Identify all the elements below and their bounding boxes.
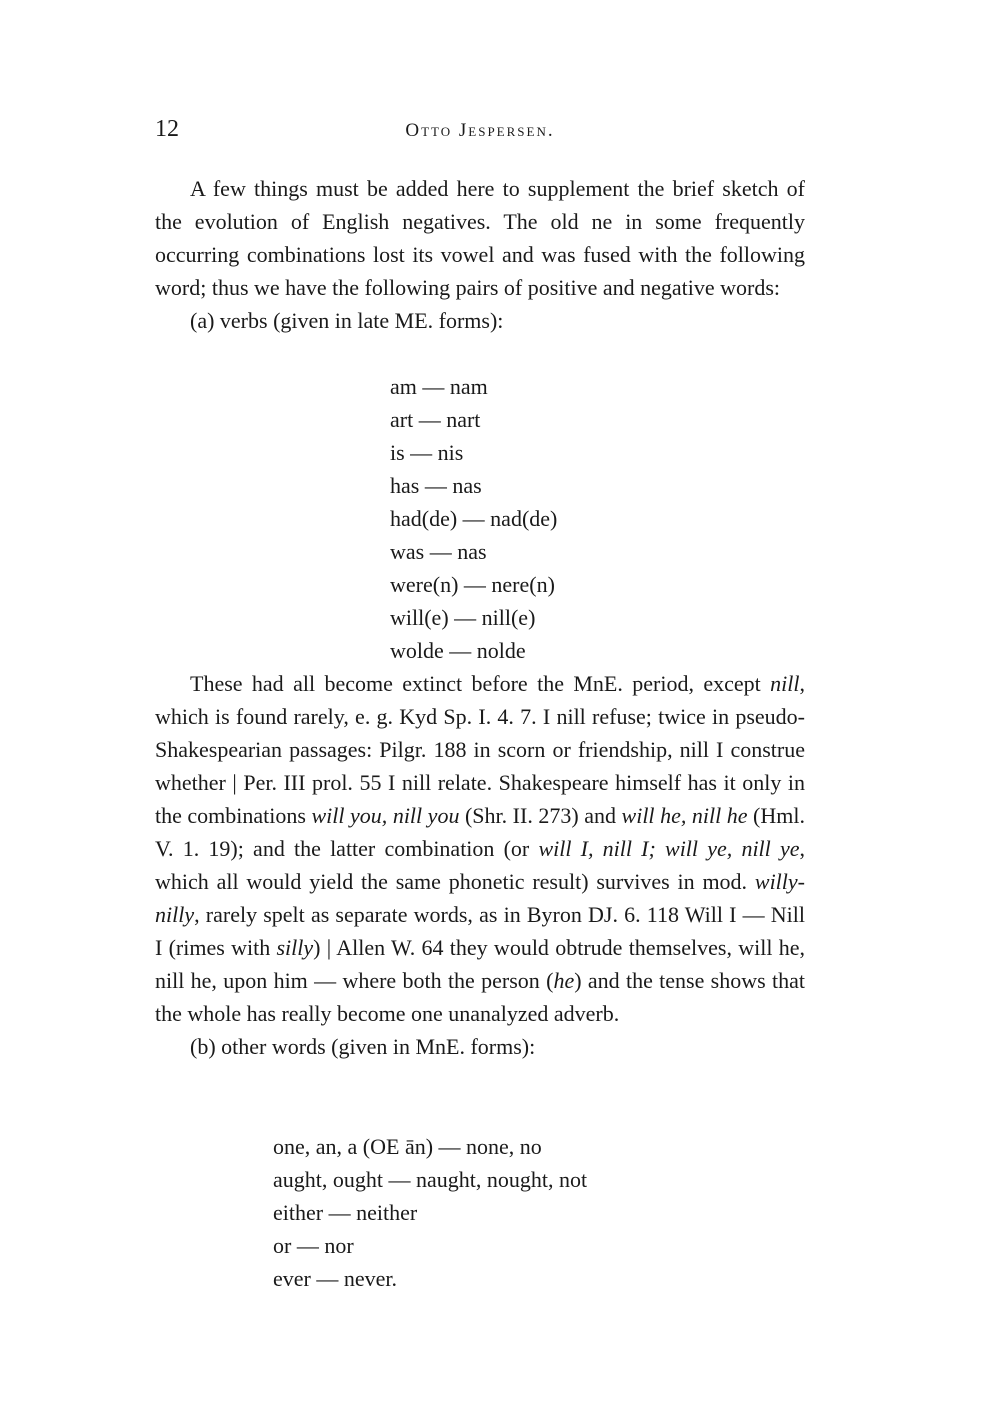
section-a-label: (a) verbs (given in late ME. forms): [190,308,504,333]
text-run: ) and the tense shows that the whole has really become one unanalyzed adverb. [155,968,806,1026]
list-item: ever — never. [273,1266,397,1291]
list-item: will(e) — nill(e) [390,605,536,630]
list-item: aught, ought — naught, nought, not [273,1167,588,1192]
other-words-list [273,1130,587,1295]
italic-term: will I, nill I; will ye, nill ye [538,836,800,861]
italic-term: will you, nill you [311,803,460,828]
list-item: one, an, a (OE ān) — none, no [273,1134,542,1159]
list-item: or — nor [273,1233,354,1258]
list-item: has — nas [390,473,482,498]
text-run: These had all become extinct before the MnE. period, except [190,671,771,696]
verb-pairs-list [390,370,557,667]
page-number: 12 [155,116,179,142]
italic-term: he [553,968,575,993]
text-run: , rarely spelt as separate words, as in Byron DJ. 6. 118 Will I — Nill I (rimes with [155,902,805,960]
list-item: is — nis [390,440,464,465]
text-run: ) | Allen W. 64 they would obtrude themselves, will he, nill he, upon him — where both the person ( [155,935,805,993]
running-head: Otto Jespersen. [405,120,555,141]
italic-term: willy-nilly [155,869,805,927]
page-header [155,116,805,150]
paragraph-nill [155,667,805,1063]
text-run: (Shr. II. 273) and [459,803,622,828]
list-item: either — neither [273,1200,418,1225]
list-item: had(de) — nad(de) [390,506,558,531]
section-b-label: (b) other words (given in MnE. forms): [190,1034,536,1059]
text-run: (Hml. V. 1. 19); and the latter combination (or [155,803,805,861]
text-run: , which is found rarely, e. g. Kyd Sp. I. 4. 7. I nill refuse; twice in pseudo-Shakespearian passages: Pilgr. 188 in scorn or friendship, nill I construe whether | Per. III prol. 55 I nill relate. Shakespeare himself has it only in the combinations [155,671,805,828]
list-item: art — nart [390,407,481,432]
list-item: was — nas [390,539,487,564]
list-item: am — nam [390,374,488,399]
italic-term: will he, nill he [621,803,748,828]
italic-term: silly [276,935,314,960]
paragraph-intro-text: A few things must be added here to supplement the brief sketch of the evolution of English negatives. The old ne in some frequently occurring combinations lost its vowel and was fused with the following word; thus we have the following pairs of positive and negative words: [155,176,805,300]
paragraph-intro [155,172,805,337]
list-item: were(n) — nere(n) [390,572,555,597]
italic-term: nill [770,671,800,696]
text-run: , which all would yield the same phonetic result) survives in mod. [155,836,805,894]
paragraph-nill-text [155,667,805,1030]
list-item: wolde — nolde [390,638,526,663]
